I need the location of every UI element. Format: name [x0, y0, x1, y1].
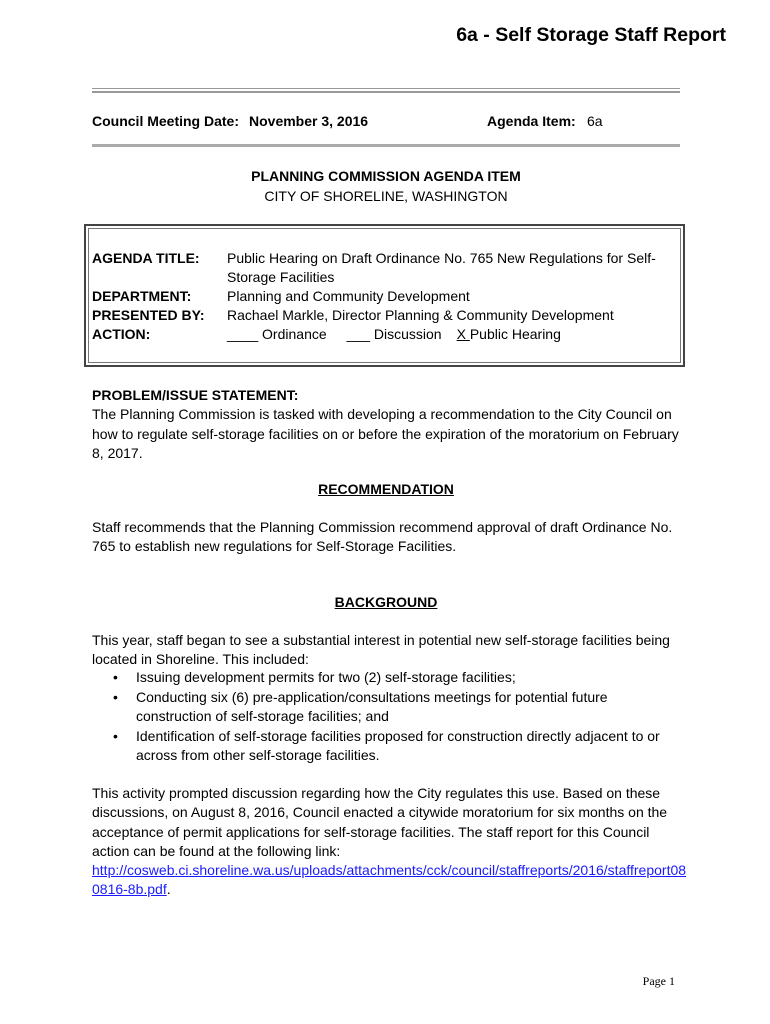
presented-by-value: Rachael Markle, Director Planning & Community Development: [227, 307, 614, 323]
action-mark-public-hearing: X: [456, 326, 470, 342]
background-heading: BACKGROUND: [334, 594, 438, 610]
header-divider-top: [92, 88, 680, 89]
action-blank-ordinance: ____: [227, 326, 259, 342]
action-option-discussion: Discussion: [370, 326, 442, 342]
bullet-2-text-line2: construction of self-storage facilities; and: [136, 708, 389, 724]
link-period: .: [166, 881, 171, 897]
department-value: Planning and Community Development: [227, 288, 470, 304]
meeting-date-value: November 3, 2016: [249, 113, 369, 129]
action-option-public-hearing: Public Hearing: [469, 326, 561, 342]
problem-text-line1: The Planning Commission is tasked with developing a recommendation to the City Council on: [92, 406, 672, 422]
problem-text-line3: 8, 2017.: [92, 445, 143, 461]
background-intro-line1: This year, staff began to see a substantial interest in potential new self-storage facilities being: [92, 632, 670, 648]
report-title: 6a - Self Storage Staff Report: [456, 24, 726, 46]
city-heading: CITY OF SHORELINE, WASHINGTON: [264, 188, 508, 204]
department-label: DEPARTMENT:: [92, 288, 192, 304]
agenda-title-label: AGENDA TITLE:: [92, 250, 200, 266]
staff-report-link-end[interactable]: 0816-8b.pdf: [92, 881, 167, 897]
commission-heading: PLANNING COMMISSION AGENDA ITEM: [251, 168, 521, 184]
agenda-item-value: 6a: [587, 113, 603, 129]
bullet-3-text-line2: across from other self-storage facilities.: [136, 747, 380, 763]
action-options: [227, 326, 561, 342]
background-para-line4: action can be found at the following link:: [92, 843, 341, 859]
problem-heading: PROBLEM/ISSUE STATEMENT:: [92, 387, 299, 403]
meeting-date-label: Council Meeting Date:: [92, 113, 240, 129]
staff-report-link-line2[interactable]: [92, 880, 171, 900]
bullet-2-marker: •: [113, 689, 118, 705]
bullet-1-marker: •: [113, 669, 118, 685]
agenda-title-value-line1: Public Hearing on Draft Ordinance No. 765 New Regulations for Self-: [227, 250, 656, 266]
background-para-line2: discussions, on August 8, 2016, Council enacted a citywide moratorium for six months on the: [92, 804, 668, 820]
staff-report-link-line1[interactable]: [92, 861, 686, 881]
staff-report-link[interactable]: http://cosweb.ci.shoreline.wa.us/uploads/attachments/cck/council/staffreports/2016/staffreport08: [92, 862, 687, 878]
background-para-line1: This activity prompted discussion regarding how the City regulates this use. Based on these: [92, 785, 661, 801]
background-para-line3: acceptance of permit applications for self-storage facilities. The staff report for this Council: [92, 824, 650, 840]
bullet-3-text-line1: Identification of self-storage facilities proposed for construction directly adjacent to or: [136, 728, 660, 744]
bullet-2-text-line1: Conducting six (6) pre-application/consultations meetings for potential future: [136, 689, 608, 705]
action-label: ACTION:: [92, 326, 151, 342]
bullet-1-text: Issuing development permits for two (2) self-storage facilities;: [136, 669, 516, 685]
agenda-item-label: Agenda Item:: [487, 113, 576, 129]
header-divider-bottom: [92, 91, 680, 93]
recommendation-text-line2: 765 to establish new regulations for Self-Storage Facilities.: [92, 538, 457, 554]
problem-text-line2: how to regulate self-storage facilities on or before the expiration of the moratorium on February: [92, 426, 679, 442]
recommendation-text-line1: Staff recommends that the Planning Commission recommend approval of draft Ordinance No.: [92, 519, 673, 535]
action-blank-discussion: ___: [346, 326, 370, 342]
recommendation-heading: RECOMMENDATION: [318, 481, 454, 497]
page-number: Page 1: [642, 974, 675, 988]
presented-by-label: PRESENTED BY:: [92, 307, 205, 323]
meeting-divider: [92, 144, 680, 147]
agenda-title-value-line2: Storage Facilities: [227, 269, 335, 285]
bullet-3-marker: •: [113, 728, 118, 744]
background-intro-line2: located in Shoreline. This included:: [92, 651, 309, 667]
action-option-ordinance: Ordinance: [258, 326, 327, 342]
